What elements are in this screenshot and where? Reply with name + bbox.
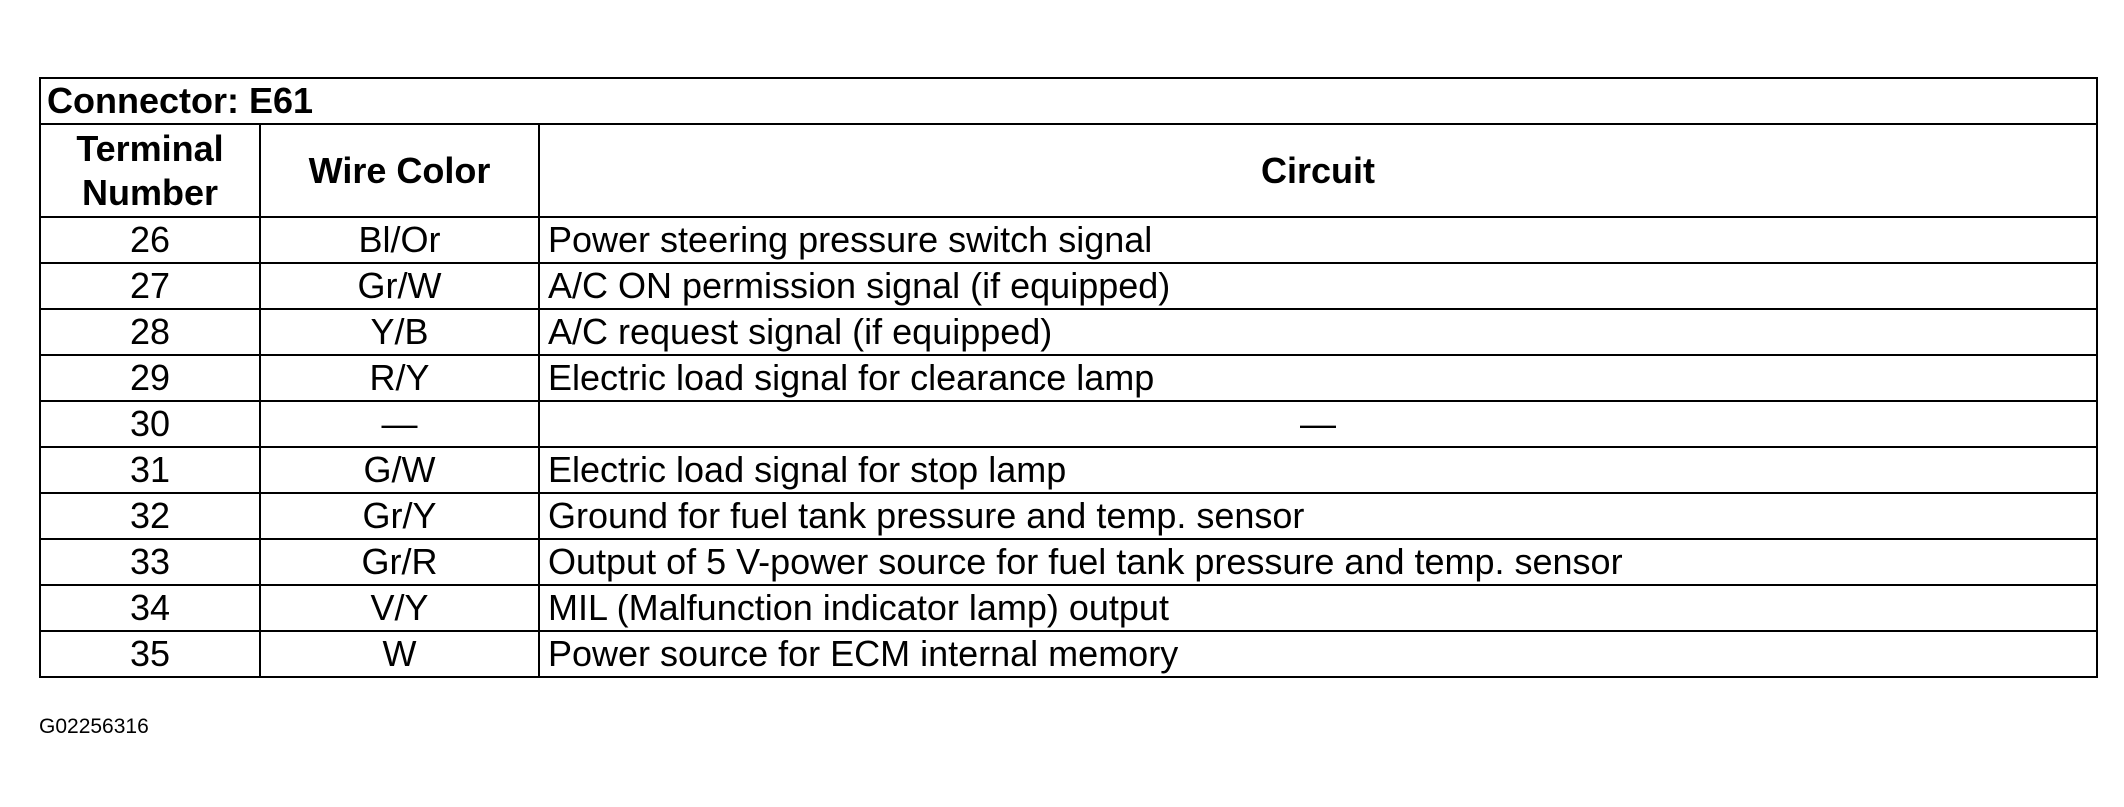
wire-color-cell: R/Y [260, 355, 539, 401]
circuit-cell: Power source for ECM internal memory [539, 631, 2097, 677]
table-row [40, 263, 2097, 309]
circuit-cell: Power steering pressure switch signal [539, 217, 2097, 263]
terminal-number-cell: 33 [40, 539, 260, 585]
connector-title: Connector: E61 [40, 78, 2097, 124]
wire-color-cell: W [260, 631, 539, 677]
terminal-number-cell: 27 [40, 263, 260, 309]
wire-color-cell: Bl/Or [260, 217, 539, 263]
terminal-number-cell: 32 [40, 493, 260, 539]
table-row [40, 493, 2097, 539]
circuit-cell: Electric load signal for clearance lamp [539, 355, 2097, 401]
table-row [40, 401, 2097, 447]
wire-color-cell: Gr/W [260, 263, 539, 309]
table-row [40, 217, 2097, 263]
table-row [40, 309, 2097, 355]
wire-color-cell: Y/B [260, 309, 539, 355]
wire-color-cell: G/W [260, 447, 539, 493]
header-row [40, 124, 2097, 217]
circuit-cell: Electric load signal for stop lamp [539, 447, 2097, 493]
wire-color-cell: — [260, 401, 539, 447]
table-row [40, 447, 2097, 493]
wire-color-header: Wire Color [260, 124, 539, 217]
connector-table [39, 77, 2098, 678]
terminal-number-cell: 29 [40, 355, 260, 401]
table-row [40, 585, 2097, 631]
terminal-number-cell: 31 [40, 447, 260, 493]
terminal-number-cell: 35 [40, 631, 260, 677]
connector-table-wrapper [39, 77, 2096, 678]
table-row [40, 631, 2097, 677]
terminal-number-cell: 26 [40, 217, 260, 263]
terminal-number-header [40, 124, 260, 217]
table-row [40, 539, 2097, 585]
terminal-header-line1: Terminal [76, 128, 224, 170]
terminal-number-cell: 30 [40, 401, 260, 447]
circuit-header: Circuit [539, 124, 2097, 217]
circuit-cell: A/C ON permission signal (if equipped) [539, 263, 2097, 309]
circuit-cell: MIL (Malfunction indicator lamp) output [539, 585, 2097, 631]
circuit-cell: — [539, 401, 2097, 447]
wire-color-cell: Gr/Y [260, 493, 539, 539]
circuit-cell: Ground for fuel tank pressure and temp. sensor [539, 493, 2097, 539]
figure-id-caption: G02256316 [39, 715, 149, 738]
table-row [40, 355, 2097, 401]
connector-title-row [40, 78, 2097, 124]
terminal-header-line2: Number [81, 171, 219, 213]
wire-color-cell: V/Y [260, 585, 539, 631]
circuit-cell: A/C request signal (if equipped) [539, 309, 2097, 355]
terminal-number-cell: 34 [40, 585, 260, 631]
wire-color-cell: Gr/R [260, 539, 539, 585]
circuit-cell: Output of 5 V-power source for fuel tank pressure and temp. sensor [539, 539, 2097, 585]
terminal-number-cell: 28 [40, 309, 260, 355]
